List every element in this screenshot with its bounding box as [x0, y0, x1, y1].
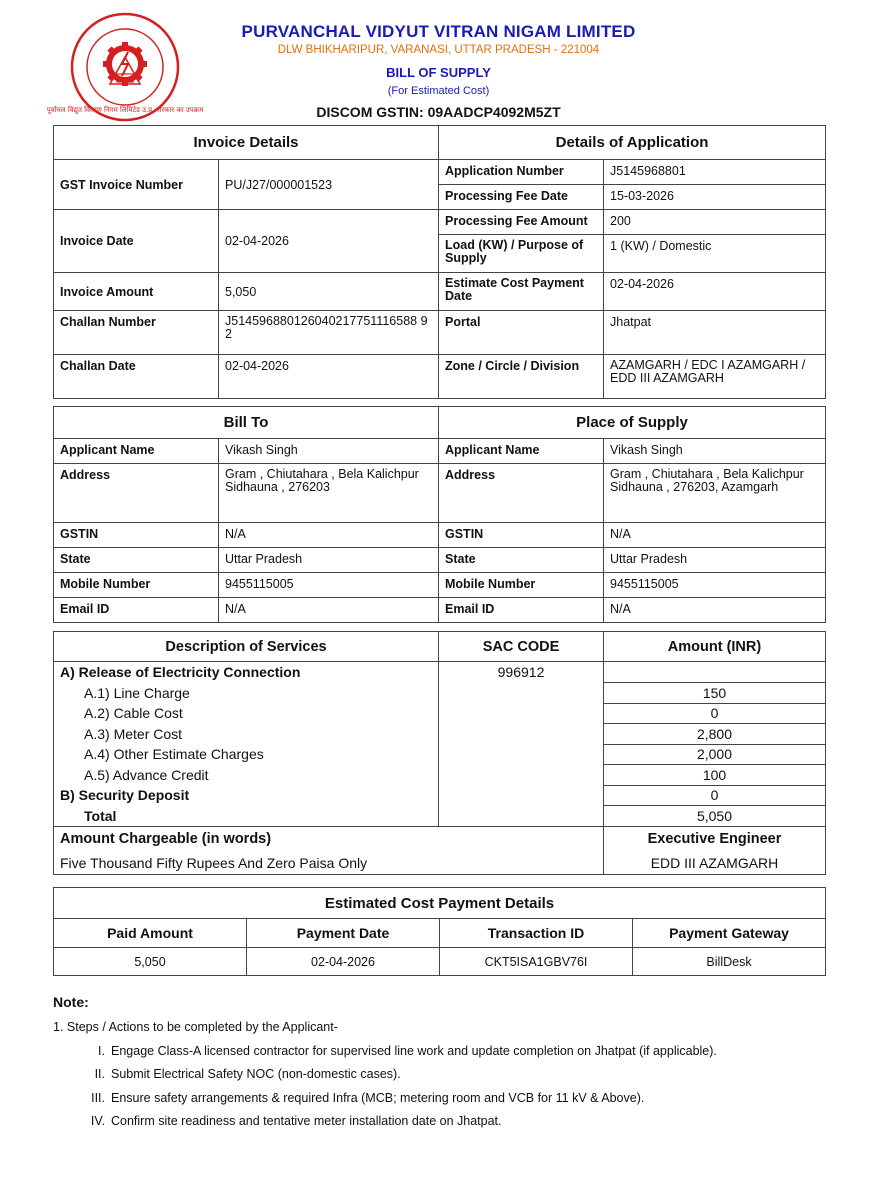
- service-label: A.2) Cable Cost: [54, 703, 439, 724]
- section-b-sac: [439, 785, 604, 806]
- service-sac: [439, 703, 604, 724]
- portal-label: Portal: [439, 311, 604, 355]
- invoice-heading: Invoice Details: [54, 126, 439, 160]
- service-amount: 2,000: [604, 744, 826, 765]
- portal-value: Jhatpat: [604, 311, 826, 355]
- gst-invoice-value: PU/J27/000001523: [219, 160, 439, 210]
- bill-to-email-value: N/A: [219, 598, 439, 623]
- bill-to-address-value: Gram , Chiutahara , Bela Kalichpur Sidhauna , 276203: [219, 464, 439, 523]
- load-label: Load (KW) / Purpose of Supply: [439, 235, 604, 273]
- invoice-application-table: [53, 125, 826, 399]
- bill-to-heading: Bill To: [54, 407, 439, 439]
- billing-table: [53, 406, 826, 623]
- pos-address-value: Gram , Chiutahara , Bela Kalichpur Sidhauna , 276203, Azamgarh: [604, 464, 826, 523]
- words-label: Amount Chargeable (in words): [54, 827, 604, 852]
- service-label: A.5) Advance Credit: [54, 765, 439, 786]
- col-payment-date: Payment Date: [247, 919, 440, 948]
- service-amount: 100: [604, 765, 826, 786]
- est-date-value: 02-04-2026: [604, 273, 826, 311]
- col-sac: SAC CODE: [439, 632, 604, 662]
- challan-date-label: Challan Date: [54, 355, 219, 399]
- words-value: Five Thousand Fifty Rupees And Zero Paisa Only: [54, 852, 604, 875]
- col-paid-amount: Paid Amount: [54, 919, 247, 948]
- note-num: III.: [91, 1090, 105, 1105]
- invoice-date-label: Invoice Date: [54, 210, 219, 273]
- bill-subtitle: (For Estimated Cost): [387, 85, 490, 97]
- gst-invoice-label: GST Invoice Number: [54, 160, 219, 210]
- bill-to-state-value: Uttar Pradesh: [219, 548, 439, 573]
- service-amount: 2,800: [604, 724, 826, 745]
- total-amount: 5,050: [604, 806, 826, 827]
- pos-email-value: N/A: [604, 598, 826, 623]
- service-row: [54, 683, 826, 704]
- bill-to-state-label: State: [54, 548, 219, 573]
- load-value: 1 (KW) / Domestic: [604, 235, 826, 273]
- section-a-label: A) Release of Electricity Connection: [54, 662, 439, 683]
- bill-to-email-label: Email ID: [54, 598, 219, 623]
- zone-value: AZAMGARH / EDC I AZAMGARH / EDD III AZAMGARH: [604, 355, 826, 399]
- service-label: A.1) Line Charge: [54, 683, 439, 704]
- challan-number-label: Challan Number: [54, 311, 219, 355]
- pos-gstin-label: GSTIN: [439, 523, 604, 548]
- service-row: [54, 724, 826, 745]
- est-date-label: Estimate Cost Payment Date: [439, 273, 604, 311]
- logo-text: पूर्वांचल विद्युत वितरण निगम लिमिटेड उ.प्र. सरकार का उपक्रम: [46, 106, 204, 114]
- col-transaction-id: Transaction ID: [440, 919, 633, 948]
- invoice-amount-value: 5,050: [219, 273, 439, 311]
- note-num: I.: [98, 1043, 105, 1058]
- col-description: Description of Services: [54, 632, 439, 662]
- total-sac: [439, 806, 604, 827]
- service-amount: 0: [604, 703, 826, 724]
- fee-amount-value: 200: [604, 210, 826, 235]
- services-table: [53, 631, 826, 875]
- invoice-date-value: 02-04-2026: [219, 210, 439, 273]
- application-heading: Details of Application: [439, 126, 826, 160]
- service-sac: [439, 765, 604, 786]
- service-label: A.3) Meter Cost: [54, 724, 439, 745]
- pos-name-value: Vikash Singh: [604, 439, 826, 464]
- fee-date-value: 15-03-2026: [604, 185, 826, 210]
- note-item: [53, 1091, 843, 1115]
- note-text: Engage Class-A licensed contractor for supervised line work and update completion on Jhatpat (if applicable).: [111, 1043, 717, 1058]
- zone-label: Zone / Circle / Division: [439, 355, 604, 399]
- challan-date-value: 02-04-2026: [219, 355, 439, 399]
- pos-state-value: Uttar Pradesh: [604, 548, 826, 573]
- bill-to-mobile-label: Mobile Number: [54, 573, 219, 598]
- service-row: [54, 744, 826, 765]
- service-amount: 150: [604, 683, 826, 704]
- section-a-sac: 996912: [439, 662, 604, 683]
- challan-number-value: J514596880126040217751116588 92: [219, 311, 439, 355]
- note-item: [53, 1114, 843, 1138]
- total-label: Total: [54, 806, 439, 827]
- col-amount: Amount (INR): [604, 632, 826, 662]
- note-num: II.: [94, 1067, 105, 1081]
- payment-date: 02-04-2026: [247, 948, 440, 976]
- section-b-amount: 0: [604, 785, 826, 806]
- fee-amount-label: Processing Fee Amount: [439, 210, 604, 235]
- payment-table: [53, 887, 826, 976]
- bill-to-name-value: Vikash Singh: [219, 439, 439, 464]
- service-row: [54, 703, 826, 724]
- pos-mobile-value: 9455115005: [604, 573, 826, 598]
- pos-mobile-label: Mobile Number: [439, 573, 604, 598]
- section-b-label: B) Security Deposit: [54, 785, 439, 806]
- bill-to-name-label: Applicant Name: [54, 439, 219, 464]
- company-name: PURVANCHAL VIDYUT VITRAN NIGAM LIMITED: [241, 22, 636, 41]
- pos-state-label: State: [439, 548, 604, 573]
- pos-address-label: Address: [439, 464, 604, 523]
- invoice-amount-label: Invoice Amount: [54, 273, 219, 311]
- service-sac: [439, 744, 604, 765]
- service-sac: [439, 683, 604, 704]
- bill-title: BILL OF SUPPLY: [386, 65, 491, 80]
- note-item: [53, 1067, 843, 1091]
- bill-to-mobile-value: 9455115005: [219, 573, 439, 598]
- col-payment-gateway: Payment Gateway: [633, 919, 826, 948]
- note-text: Confirm site readiness and tentative meter installation date on Jhatpat.: [111, 1114, 502, 1128]
- company-address: DLW BHIKHARIPUR, VARANASI, UTTAR PRADESH - 221004: [277, 44, 600, 56]
- app-number-value: J5145968801: [604, 160, 826, 185]
- signatory-title: Executive Engineer: [604, 827, 826, 852]
- note-item: [53, 1044, 843, 1068]
- note-text: Ensure safety arrangements & required Infra (MCB; metering room and VCB for 11 kV & Above).: [111, 1090, 645, 1105]
- place-of-supply-heading: Place of Supply: [439, 407, 826, 439]
- notes-title: Note:: [53, 994, 89, 1010]
- payment-gateway: BillDesk: [633, 948, 826, 976]
- signatory-office: EDD III AZAMGARH: [604, 852, 826, 875]
- app-number-label: Application Number: [439, 160, 604, 185]
- paid-amount: 5,050: [54, 948, 247, 976]
- fee-date-label: Processing Fee Date: [439, 185, 604, 210]
- bill-to-address-label: Address: [54, 464, 219, 523]
- bill-to-gstin-label: GSTIN: [54, 523, 219, 548]
- section-a-amount: [604, 662, 826, 683]
- transaction-id: CKT5ISA1GBV76I: [440, 948, 633, 976]
- service-sac: [439, 724, 604, 745]
- notes-section: [53, 994, 843, 1138]
- payment-heading: Estimated Cost Payment Details: [54, 888, 826, 919]
- note-text: Submit Electrical Safety NOC (non-domestic cases).: [111, 1067, 401, 1081]
- notes-step-heading: 1. Steps / Actions to be completed by the Applicant-: [53, 1020, 338, 1034]
- pos-gstin-value: N/A: [604, 523, 826, 548]
- pos-email-label: Email ID: [439, 598, 604, 623]
- service-row: [54, 765, 826, 786]
- service-label: A.4) Other Estimate Charges: [54, 744, 439, 765]
- bill-to-gstin-value: N/A: [219, 523, 439, 548]
- note-num: IV.: [90, 1114, 105, 1128]
- pos-name-label: Applicant Name: [439, 439, 604, 464]
- discom-gstin: DISCOM GSTIN: 09AADCP4092M5ZT: [316, 104, 561, 120]
